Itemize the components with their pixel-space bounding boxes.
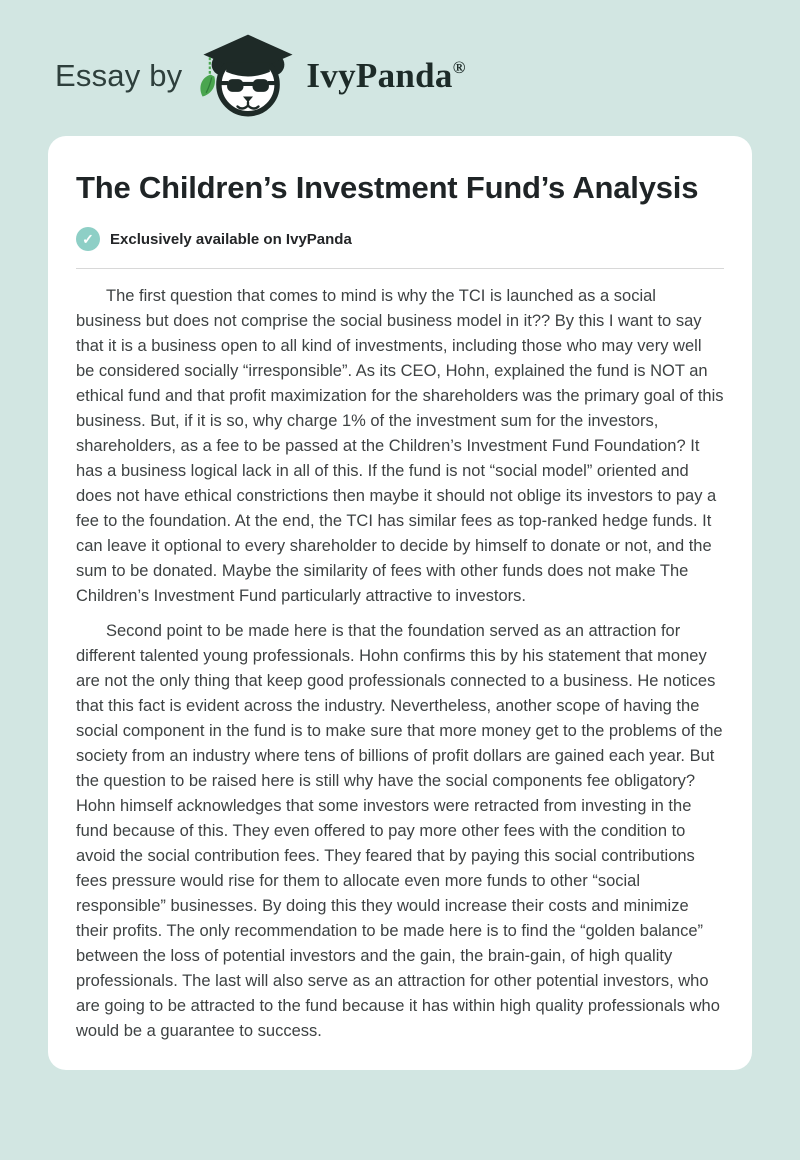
essay-paragraph-2: Second point to be made here is that the foundation served as an attraction for different talented young professionals. Hohn confirms this by his statement that money are not the only thing that keep good professionals connected to a business. He notices that this fact is evident across the industry. Nevertheless, another scope of having the social component in the fund is to make sure that more money get to the problems of the society from an industry where tens of billions of profit dollars are gained each year. But the question to be raised here is still why have the social components fee obligatory? Hohn himself acknowledges that some investors were retracted from investing in the fund because of this. They even offered to pay more other fees with the condition to avoid the social contribution fees. They feared that by paying this social contributions fees pressure would rise for them to allocate even more funds to other “social responsible” businesses. By doing this they would increase their costs and minimize their profits. The only recommendation to be made here is to find the “golden balance” between the loss of potential investors and the gain, the brain-gain, of high quality professionals. The last will also serve as an attraction for other potential investors, who are going to be attracted to the fund because it has within high quality professionals who would be a guarantee to success. — [76, 622, 723, 1040]
panda-graduate-icon — [198, 32, 298, 120]
page-header — [0, 0, 800, 126]
essay-by-label: Essay by — [55, 58, 183, 93]
exclusivity-badge — [76, 227, 724, 251]
page-title: The Children’s Investment Fund’s Analysis — [76, 170, 699, 205]
essay-paragraph-1: The first question that comes to mind is why the TCI is launched as a social business but does not comprise the social business model in it?? By this I want to say that it is a business open to all kind of investments, including those who may very well be considered socially “irresponsible”. As its CEO, Hohn, explained the fund is NOT an ethical fund and that profit maximization for the shareholders was the primary goal of this business. But, if it is so, why charge 1% of the investment sum for the investors, shareholders, as a fee to be passed at the Children’s Investment Fund Foundation? It has a business logical lack in all of this. If the fund is not “social model” oriented and does not have ethical constrictions then maybe it should not oblige its investors to pay a fee to the foundation. At the end, the TCI has similar fees as top-ranked hedge funds. It can leave it optional to every shareholder to decide by himself to donate or not, and the sum to be donated. Maybe the similarity of fees with other funds does not make The Children’s Investment Fund particularly attractive to investors. — [76, 287, 724, 605]
divider — [76, 268, 724, 269]
registered-mark: ® — [452, 58, 466, 77]
exclusivity-badge-label: Exclusively available on IvyPanda — [110, 230, 352, 248]
essay-card — [48, 136, 752, 1070]
brand-name: IvyPanda® — [306, 56, 466, 95]
check-icon: ✓ — [76, 227, 100, 251]
